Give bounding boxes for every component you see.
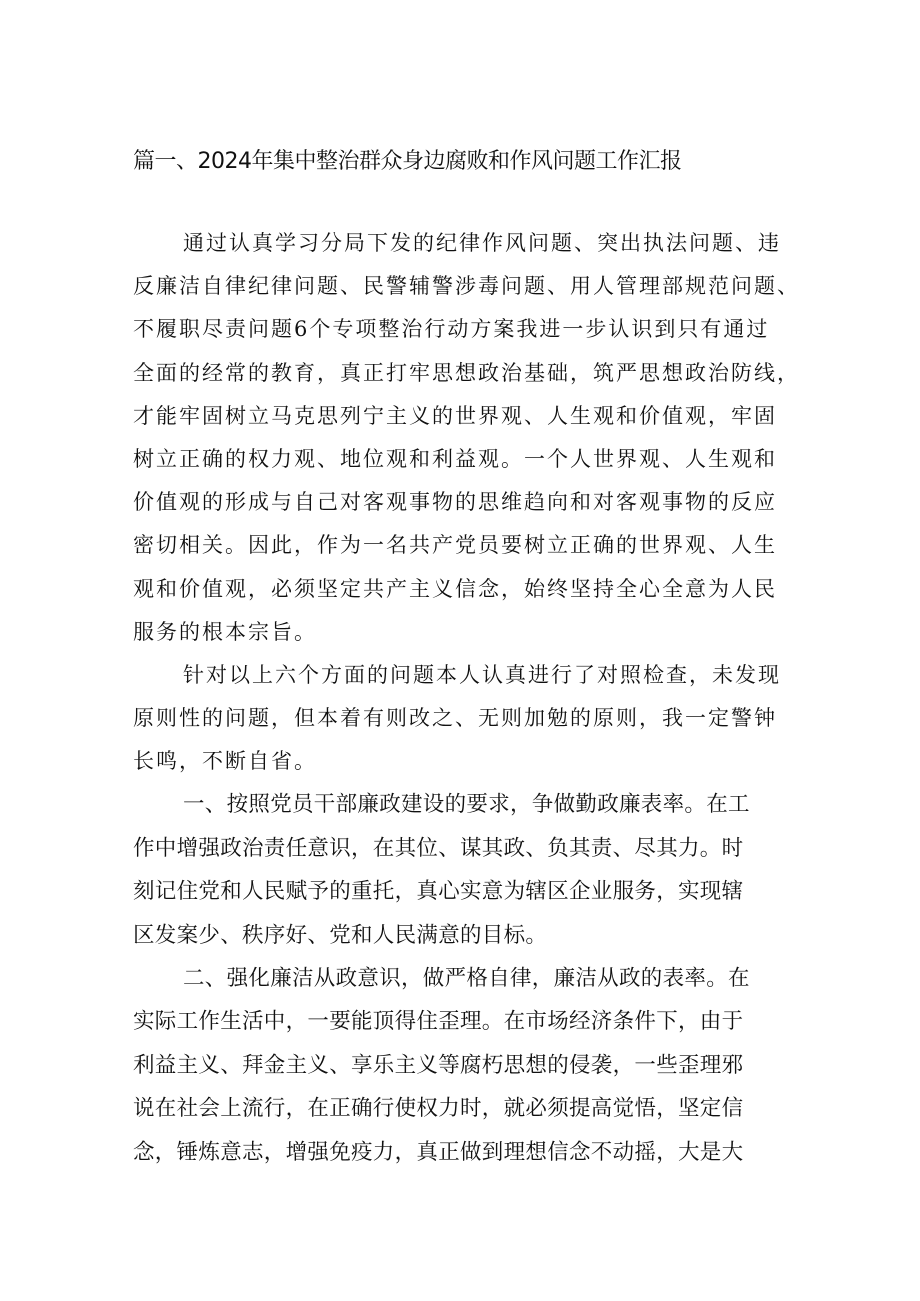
paragraph-line: 服务的根本宗旨。 <box>133 619 317 644</box>
paragraph-line: 刻记住党和人民赋予的重托，真心实意为辖区企业服务，实现辖 <box>133 879 744 905</box>
paragraph-line: 密切相关。因此，作为一名共产党员要树立正确的世界观、人生 <box>133 533 777 558</box>
paragraph-line: 观和价值观，必须坚定共产主义信念，始终坚持全心全意为人民 <box>133 576 777 601</box>
paragraph-line: 不履职尽责问题6个专项整治行动方案我进一步认识到只有通过 <box>133 317 770 342</box>
paragraph-1 <box>133 222 803 654</box>
paragraph-line: 才能牢固树立马克思列宁主义的世界观、人生观和价值观，牢固 <box>133 403 777 428</box>
paragraph-line: 区发案少、秩序好、党和人民满意的目标。 <box>133 922 548 948</box>
paragraph-line: 说在社会上流行，在正确行使权力时，就必须提高觉悟，坚定信 <box>133 1096 744 1122</box>
paragraph-line: 实际工作生活中，一要能顶得住歪理。在市场经济条件下，由于 <box>133 1009 744 1035</box>
paragraph-line: 作中增强政治责任意识，在其位、谋其政、负其责、尽其力。时 <box>133 835 744 861</box>
paragraph-line: 一、按照党员干部廉政建设的要求，争做勤政廉表率。在工 <box>183 792 750 818</box>
paragraph-line: 树立正确的权力观、地位观和利益观。一个人世界观、人生观和 <box>133 446 777 471</box>
paragraph-line: 利益主义、拜金主义、享乐主义等腐朽思想的侵袭，一些歪理邪 <box>133 1052 744 1078</box>
paragraph-3 <box>133 783 803 957</box>
paragraph-2 <box>133 654 803 784</box>
paragraph-line: 念，锤炼意志，增强免疫力，真正做到理想信念不动摇，大是大 <box>133 1139 744 1165</box>
paragraph-line: 反廉洁自律纪律问题、民警辅警涉毒问题、用人管理部规范问题、 <box>133 274 800 299</box>
paragraph-line: 价值观的形成与自己对客观事物的思维趋向和对客观事物的反应 <box>133 490 777 515</box>
paragraph-line: 全面的经常的教育，真正打牢思想政治基础，筑严思想政治防线， <box>133 360 800 385</box>
paragraph-line: 针对以上六个方面的问题本人认真进行了对照检查，未发现 <box>183 662 781 687</box>
paragraph-line: 长鸣，不断自省。 <box>133 749 317 774</box>
document-body <box>133 222 803 1174</box>
paragraph-4 <box>133 957 803 1174</box>
paragraph-line: 通过认真学习分局下发的纪律作风问题、突出执法问题、违 <box>183 231 781 255</box>
document-title: 篇一、2024年集中整治群众身边腐败和作风问题工作汇报 <box>133 149 682 174</box>
paragraph-line: 原则性的问题，但本着有则改之、无则加勉的原则，我一定警钟 <box>133 706 777 731</box>
paragraph-line: 二、强化廉洁从政意识，做严格自律，廉洁从政的表率。在 <box>183 966 750 991</box>
